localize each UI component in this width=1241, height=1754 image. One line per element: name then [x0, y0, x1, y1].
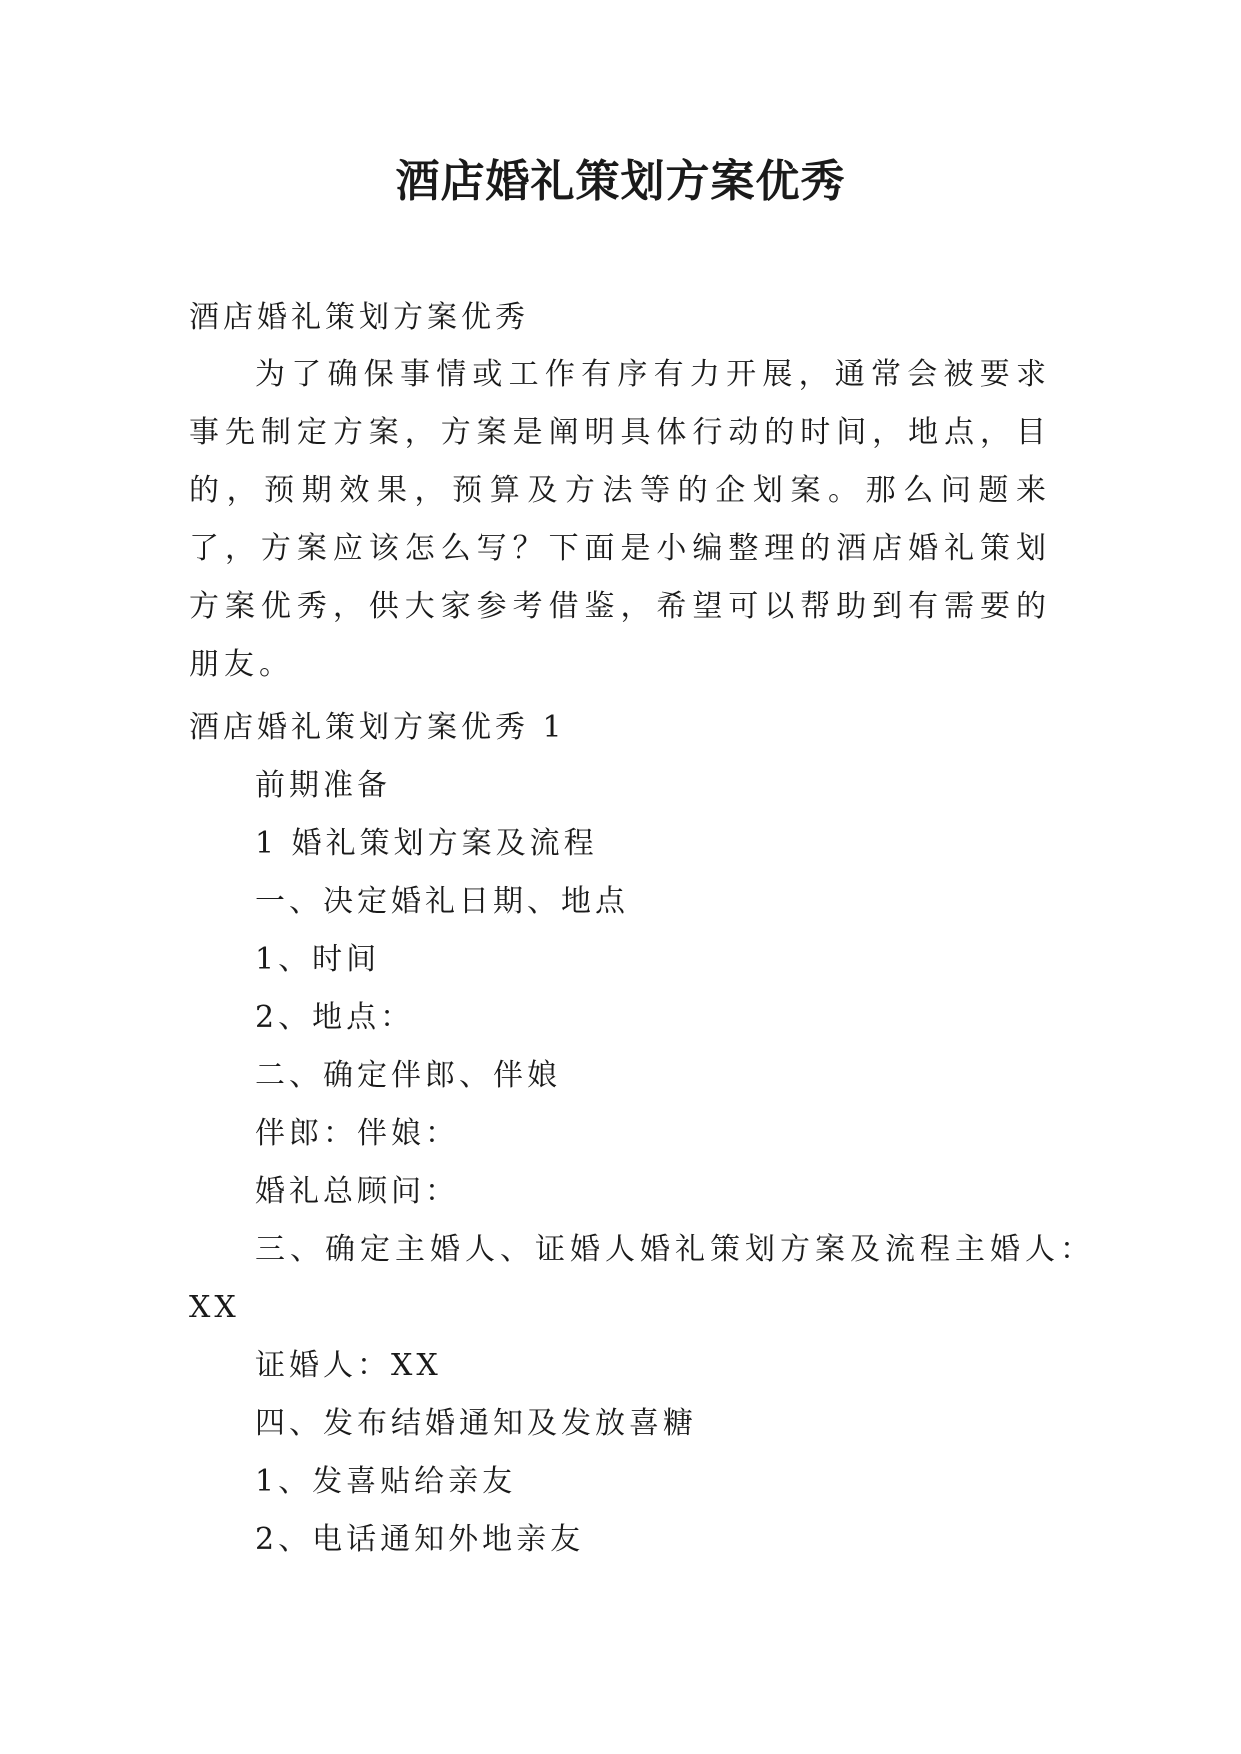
- text-line: 三、确定主婚人、证婚人婚礼策划方案及流程主婚人：: [255, 1232, 1095, 1267]
- text-line: 四、发布结婚通知及发放喜糖: [255, 1406, 697, 1441]
- text-line: 1 婚礼策划方案及流程: [255, 826, 598, 861]
- text-line: XX: [189, 1290, 240, 1325]
- text-line: 前期准备: [255, 768, 391, 803]
- text-line: 一、决定婚礼日期、地点: [255, 884, 629, 919]
- section-heading: 酒店婚礼策划方案优秀 1: [189, 710, 566, 745]
- document-title: 酒店婚礼策划方案优秀: [395, 156, 846, 207]
- text-line: 1、时间: [255, 942, 381, 977]
- text-line: 二、确定伴郎、伴娘: [255, 1058, 561, 1093]
- text-line: 2、电话通知外地亲友: [255, 1522, 585, 1557]
- document-subtitle: 酒店婚礼策划方案优秀: [189, 300, 529, 335]
- text-line: 伴郎：伴娘：: [255, 1116, 459, 1151]
- text-line: 1、发喜贴给亲友: [255, 1464, 517, 1499]
- text-line: 2、地点：: [255, 1000, 415, 1035]
- intro-paragraph: 为了确保事情或工作有序有力开展，通常会被要求事先制定方案，方案是阐明具体行动的时间，地点，目的，预期效果，预算及方法等的企划案。那么问题来了，方案应该怎么写？下面是小编整理的酒店婚礼策划方案优秀，供大家参考借鉴，希望可以帮助到有需要的朋友。: [189, 357, 1051, 682]
- text-line: 婚礼总顾问：: [255, 1174, 459, 1209]
- text-line: 证婚人：XX: [255, 1348, 442, 1383]
